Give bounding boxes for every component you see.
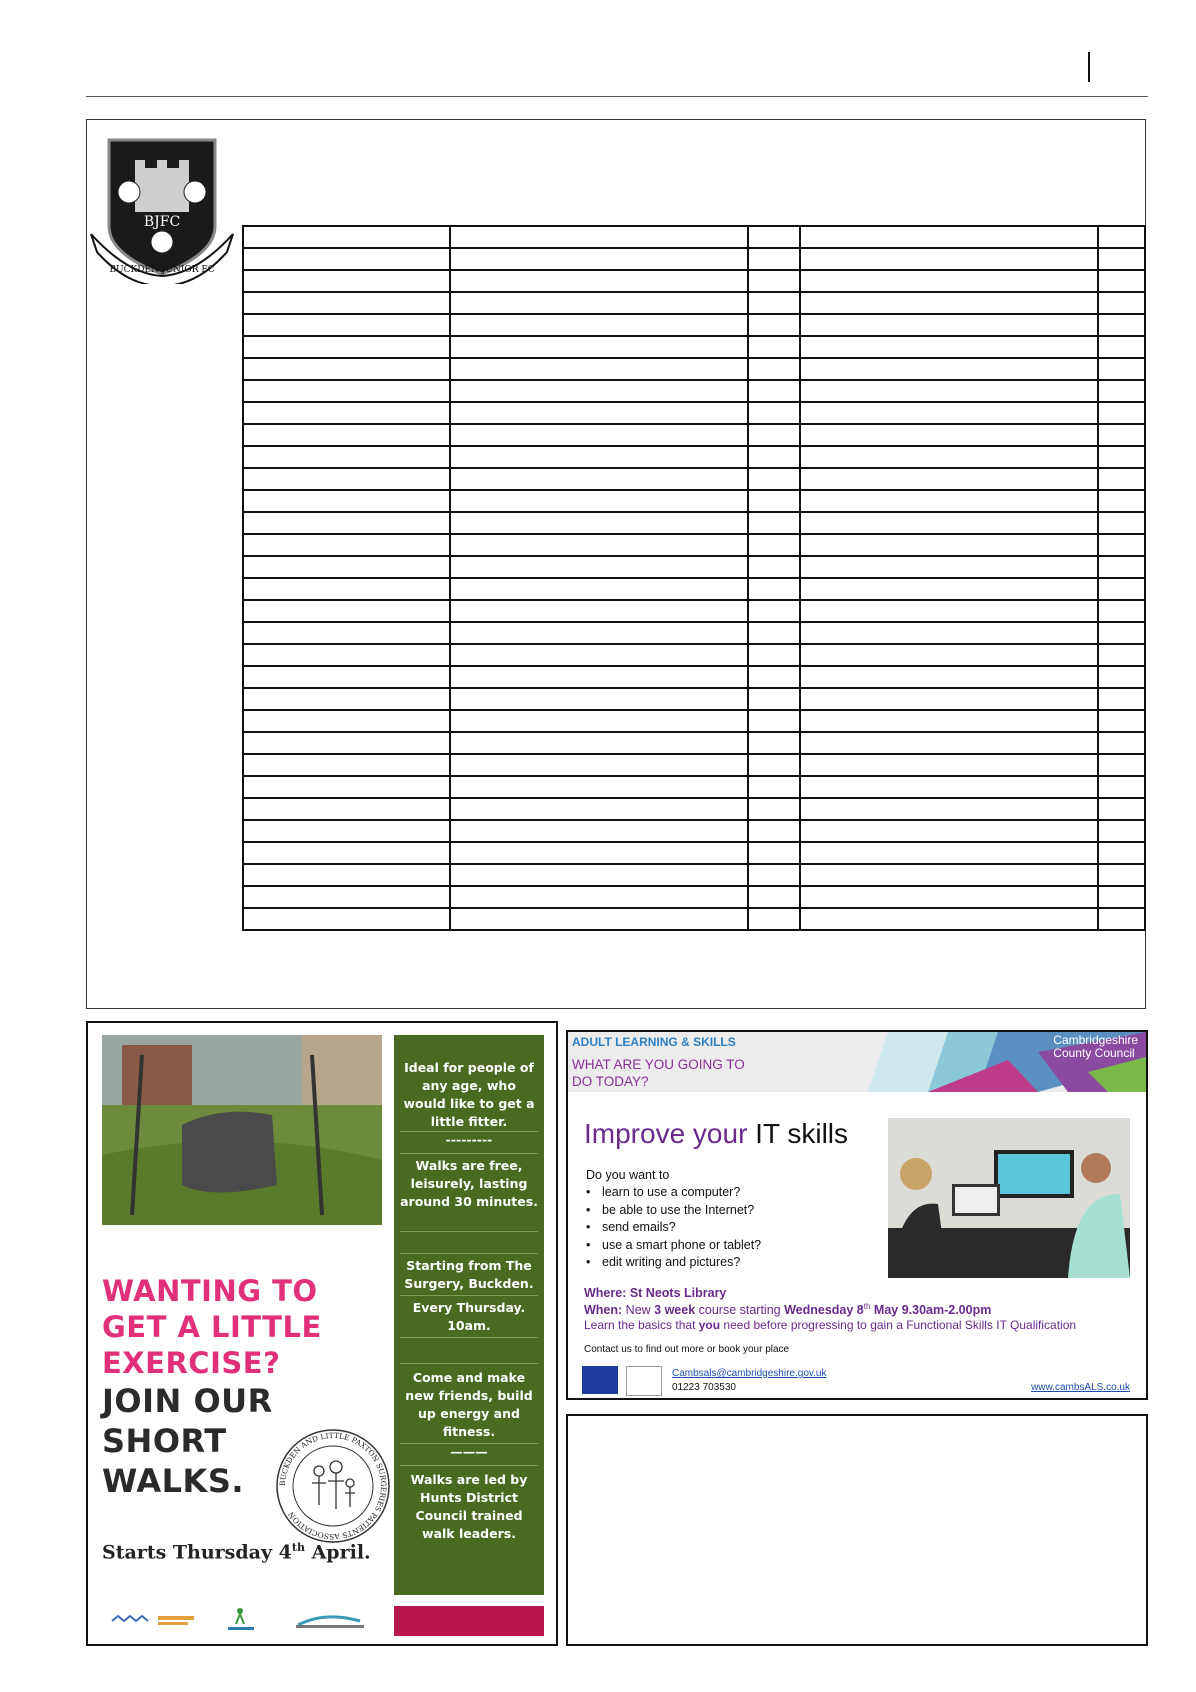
table-cell [1098,600,1146,622]
table-cell [1098,776,1146,798]
table-cell [450,270,748,292]
table-cell [748,424,800,446]
table-cell [800,820,1098,842]
table-cell [748,490,800,512]
table-row [243,512,1145,534]
table-cell [243,534,450,556]
crest-ribbon: BUCKDEN JUNIOR FC [109,265,215,275]
table-cell [800,754,1098,776]
table-cell [450,424,748,446]
panel-leaders: Walks are led by Hunts District Council trained walk leaders. [410,1472,528,1541]
table-cell [1098,688,1146,710]
list-item: • learn to use a computer? [586,1184,761,1202]
table-cell [1098,908,1146,930]
table-cell [243,512,450,534]
table-cell [1098,556,1146,578]
table-row [243,842,1145,864]
table-cell [243,754,450,776]
table-cell [800,226,1098,248]
table-cell [748,864,800,886]
table-cell [1098,864,1146,886]
table-cell [748,534,800,556]
empty-advert-box [566,1414,1148,1646]
table-row [243,446,1145,468]
table-row [243,886,1145,908]
table-cell [748,798,800,820]
table-cell [450,490,748,512]
table-cell [450,798,748,820]
table-cell [800,336,1098,358]
table-cell [243,446,450,468]
walking-for-health-logo [228,1608,254,1630]
table-cell [243,600,450,622]
table-cell [243,908,450,930]
als-question: WHAT ARE YOU GOING TO DO TODAY? [572,1057,745,1089]
table-row [243,688,1145,710]
panel-divider-1: --------- [445,1132,493,1147]
table-cell [748,314,800,336]
table-cell [748,468,800,490]
walks-advert [86,1021,558,1646]
table-cell [800,490,1098,512]
table-cell [450,226,748,248]
crest-initials: BJFC [143,214,181,230]
table-cell [748,710,800,732]
headline-line-5: SHORT [102,1422,227,1460]
table-cell [1098,490,1146,512]
table-cell [1098,402,1146,424]
huntingdonshire-logo [296,1617,364,1628]
table-cell [1098,644,1146,666]
table-cell [1098,226,1146,248]
club-crest-logo [87,134,237,284]
table-cell [1098,468,1146,490]
table-cell [243,578,450,600]
walking-boots-photo [102,1035,382,1225]
table-cell [748,842,800,864]
table-cell [748,512,800,534]
table-cell [243,820,450,842]
table-cell [1098,292,1146,314]
table-cell [800,556,1098,578]
table-cell [748,336,800,358]
table-cell [1098,380,1146,402]
table-cell [800,886,1098,908]
table-cell [243,402,450,424]
eu-flag-logo [582,1366,618,1394]
table-cell [1098,358,1146,380]
svg-text:BUCKDEN AND LITTLE PAXTON SURG: BUCKDEN AND LITTLE PAXTON SURGERIES PATIENTS ASSOCIATION [277,1430,389,1542]
table-cell [800,446,1098,468]
table-cell [450,732,748,754]
walks-pink-bar [394,1606,544,1636]
table-cell [243,556,450,578]
table-cell [1098,446,1146,468]
table-cell [1098,512,1146,534]
table-cell [748,402,800,424]
table-cell [243,380,450,402]
table-cell [243,424,450,446]
table-row [243,754,1145,776]
table-cell [243,226,450,248]
table-cell [748,248,800,270]
table-cell [1098,732,1146,754]
table-cell [450,468,748,490]
als-title: Improve your IT skills [584,1118,849,1149]
table-cell [1098,248,1146,270]
table-cell [450,864,748,886]
county-council-logo [112,1616,148,1621]
table-row [243,292,1145,314]
table-cell [243,798,450,820]
table-cell [243,776,450,798]
table-cell [450,556,748,578]
table-cell [800,578,1098,600]
table-cell [243,732,450,754]
als-where: Where: St Neots Library [584,1286,727,1300]
table-cell [1098,710,1146,732]
table-cell [1098,842,1146,864]
als-intro: Do you want to [586,1168,670,1182]
headline-line-1: WANTING TO [102,1274,318,1308]
table-cell [243,336,450,358]
table-cell [1098,534,1146,556]
als-list [586,1184,761,1272]
table-row [243,864,1145,886]
headline-line-2: GET A LITTLE [102,1310,322,1344]
table-cell [748,886,800,908]
table-cell [1098,270,1146,292]
table-cell [450,622,748,644]
table-row [243,600,1145,622]
walks-start-date: Starts Thursday 4th April. [102,1541,371,1564]
table-cell [748,292,800,314]
table-row [243,336,1145,358]
table-cell [748,820,800,842]
table-cell [450,908,748,930]
table-cell [450,666,748,688]
table-row [243,820,1145,842]
table-cell [748,446,800,468]
als-tag: ADULT LEARNING & SKILLS [572,1035,736,1049]
table-row [243,358,1145,380]
table-cell [800,908,1098,930]
table-cell [450,336,748,358]
table-cell [243,688,450,710]
als-email-link[interactable]: Cambsals@cambridgeshire.gov.uk [672,1368,827,1379]
table-cell [800,864,1098,886]
table-cell [243,292,450,314]
computer-class-photo [888,1118,1130,1278]
table-cell [1098,754,1146,776]
table-cell [1098,798,1146,820]
table-cell [243,314,450,336]
walks-info-panel [394,1035,544,1595]
table-cell [243,842,450,864]
list-item: • edit writing and pictures? [586,1254,761,1272]
table-row [243,248,1145,270]
table-cell [800,600,1098,622]
table-cell [748,908,800,930]
table-cell [450,380,748,402]
table-cell [450,600,748,622]
table-cell [243,248,450,270]
header-rule [86,96,1148,97]
table-cell [1098,314,1146,336]
panel-every-thursday: Every Thursday. 10am. [412,1300,526,1333]
table-cell [800,666,1098,688]
als-phone: 01223 703530 [672,1382,736,1393]
table-cell [748,578,800,600]
table-cell [243,358,450,380]
sponsor-logos [110,1603,380,1638]
panel-divider-2: ——— [450,1444,488,1459]
table-cell [748,380,800,402]
table-cell [450,402,748,424]
table-cell [450,710,748,732]
table-row [243,556,1145,578]
table-cell [748,226,800,248]
table-row [243,380,1145,402]
table-cell [450,512,748,534]
als-contact: Contact us to find out more or book your place [584,1344,790,1355]
table-cell [748,732,800,754]
table-cell [748,666,800,688]
table-cell [450,358,748,380]
table-cell [800,314,1098,336]
table-cell [450,842,748,864]
fixtures-panel [86,119,1146,1009]
table-cell [800,248,1098,270]
fixtures-table [242,225,1146,931]
table-cell [800,402,1098,424]
table-cell [450,688,748,710]
table-cell [748,622,800,644]
table-cell [800,710,1098,732]
table-cell [800,842,1098,864]
table-cell [800,270,1098,292]
table-cell [800,732,1098,754]
esfa-logo [626,1366,662,1396]
table-cell [748,358,800,380]
table-cell [243,468,450,490]
table-row [243,622,1145,644]
table-cell [450,886,748,908]
table-cell [748,270,800,292]
table-row [243,468,1145,490]
table-cell [243,490,450,512]
list-item: • be able to use the Internet? [586,1202,761,1220]
table-row [243,490,1145,512]
table-row [243,534,1145,556]
headline-line-6: WALKS. [102,1462,245,1500]
table-cell [800,424,1098,446]
table-cell [1098,820,1146,842]
it-skills-advert [566,1030,1148,1400]
table-row [243,644,1145,666]
table-cell [243,644,450,666]
table-cell [450,248,748,270]
table-cell [243,666,450,688]
table-cell [450,644,748,666]
table-row [243,314,1145,336]
table-row [243,710,1145,732]
als-learn: Learn the basics that you need before progressing to gain a Functional Skills IT Qualification [584,1318,1077,1332]
table-cell [1098,622,1146,644]
table-row [243,776,1145,798]
list-item: • send emails? [586,1219,761,1237]
table-cell [450,446,748,468]
table-cell [450,534,748,556]
table-row [243,578,1145,600]
table-cell [800,358,1098,380]
table-row [243,666,1145,688]
table-cell [1098,666,1146,688]
table-cell [450,820,748,842]
table-cell [748,688,800,710]
table-cell [243,710,450,732]
panel-friends: Come and make new friends, build up energy and fitness. [405,1370,533,1439]
table-cell [1098,336,1146,358]
table-cell [1098,578,1146,600]
table-cell [800,468,1098,490]
table-row [243,270,1145,292]
list-item: • use a smart phone or tablet? [586,1237,761,1255]
headline-line-4: JOIN OUR [102,1382,273,1420]
table-cell [450,754,748,776]
table-cell [243,270,450,292]
table-row [243,402,1145,424]
county-council-brand: Cambridgeshire County Council [1053,1033,1138,1060]
page-number-bar [1088,52,1090,82]
panel-ideal: Ideal for people of any age, who would like to get a little fitter. [403,1060,535,1129]
table-row [243,226,1145,248]
table-cell [800,798,1098,820]
table-cell [243,864,450,886]
table-row [243,424,1145,446]
table-cell [800,622,1098,644]
table-cell [748,556,800,578]
table-row [243,908,1145,930]
panel-free: Walks are free, leisurely, lasting around 30 minutes. [400,1158,538,1209]
panel-starting: Starting from The Surgery, Buckden. [404,1258,534,1291]
table-cell [748,754,800,776]
table-cell [243,886,450,908]
table-cell [450,314,748,336]
headline-line-3: EXERCISE? [102,1346,281,1380]
als-website-link[interactable]: www.cambsALS.co.uk [1031,1382,1130,1393]
table-cell [450,292,748,314]
table-cell [450,776,748,798]
table-row [243,732,1145,754]
table-cell [748,644,800,666]
table-cell [800,534,1098,556]
table-cell [800,644,1098,666]
table-cell [800,292,1098,314]
table-cell [800,512,1098,534]
als-when: When: New 3 week course starting Wednesday 8th May 9.30am-2.00pm [584,1302,992,1318]
table-cell [243,622,450,644]
table-cell [450,578,748,600]
table-cell [1098,886,1146,908]
table-cell [1098,424,1146,446]
table-cell [800,688,1098,710]
table-cell [748,776,800,798]
table-row [243,798,1145,820]
table-cell [800,776,1098,798]
patients-association-stamp [274,1427,392,1545]
table-cell [748,600,800,622]
table-cell [800,380,1098,402]
